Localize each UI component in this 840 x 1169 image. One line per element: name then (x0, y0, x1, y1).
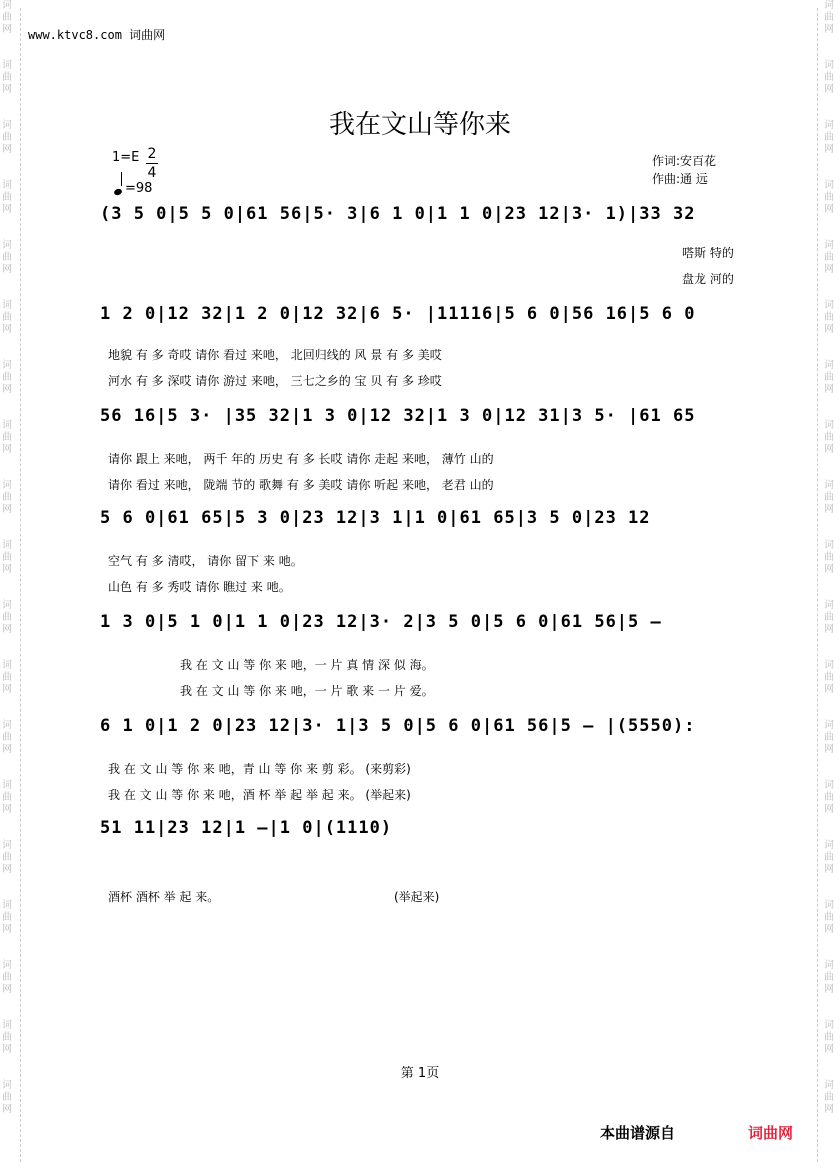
lyricist: 作词:安百花 (652, 154, 717, 168)
lyric-line: 请你 跟上 来吔， 两千 年的 历史 有 多 长哎 请你 走起 来吔， 薄竹 山的 (108, 452, 494, 466)
watermark-left (2, 0, 16, 1140)
lyric-line: 嗒斯 特的 (682, 246, 734, 260)
watermark-text: 词 曲 网 (824, 480, 834, 515)
watermark-text: 词 曲 网 (824, 240, 834, 275)
watermark-text: 词 曲 网 (2, 1080, 12, 1115)
page-number: 第 1页 (400, 1066, 440, 1081)
header-url: www.ktvc8.com 词曲网 (28, 28, 166, 42)
watermark-text: 词 曲 网 (824, 660, 834, 695)
time-numerator: 2 (147, 146, 157, 162)
watermark-text: 词 曲 网 (2, 240, 12, 275)
time-denominator: 4 (147, 165, 157, 181)
watermark-text: 词 曲 网 (2, 600, 12, 635)
watermark-text: 词 曲 网 (824, 360, 834, 395)
watermark-text: 词 曲 网 (824, 780, 834, 815)
watermark-text: 词 曲 网 (824, 960, 834, 995)
watermark-text: 词 曲 网 (824, 840, 834, 875)
score-line-5 (100, 612, 760, 646)
source-label: 本曲谱源自 (600, 1124, 676, 1142)
watermark-text: 词 曲 网 (824, 900, 834, 935)
lyric-line: 山色 有 多 秀哎 请你 瞧过 来 吔。 (108, 580, 291, 594)
watermark-text: 词 曲 网 (2, 780, 12, 815)
watermark-text: 词 曲 网 (824, 1080, 834, 1115)
score-line-4 (100, 508, 760, 542)
score-notes: 5 6 0|61 65|5 3 0|23 12|3 1|1 0|61 65|3 5 0|23 12 (100, 508, 651, 528)
watermark-text: 词 曲 网 (824, 60, 834, 95)
watermark-text: 词 曲 网 (824, 1020, 834, 1055)
lyric-line: 空气 有 多 清哎， 请你 留下 来 吔。 (108, 554, 303, 568)
watermark-text: 词 曲 网 (2, 960, 12, 995)
watermark-text: 词 曲 网 (2, 540, 12, 575)
watermark-text: 词 曲 网 (2, 0, 12, 35)
lyric-line: 我 在 文 山 等 你 来 吔，一 片 真 情 深 似 海。 (180, 658, 434, 672)
composer: 作曲:通 远 (652, 172, 708, 186)
lyric-line: 河水 有 多 深哎 请你 游过 来吔， 三七之乡的 宝 贝 有 多 珍哎 (108, 374, 442, 388)
watermark-text: 词 曲 网 (2, 180, 12, 215)
watermark-text: 词 曲 网 (2, 660, 12, 695)
watermark-text: 词 曲 网 (2, 300, 12, 335)
watermark-text: 词 曲 网 (824, 120, 834, 155)
score-notes: (3 5 0|5 5 0|61 56|5· 3|6 1 0|1 1 0|23 12|3· 1)|33 32 (100, 204, 696, 224)
watermark-right (824, 0, 838, 1140)
score-notes: 51 11|23 12|1 —|1 0|(1110) (100, 818, 393, 838)
lyric-line: (举起来) (394, 890, 440, 904)
score-notes: 56 16|5 3· |35 32|1 3 0|12 32|1 3 0|12 31|3 5· |61 65 (100, 406, 696, 426)
tempo-value: =98 (125, 181, 153, 196)
watermark-text: 词 曲 网 (824, 0, 834, 35)
time-divider (146, 163, 158, 164)
watermark-text: 词 曲 网 (824, 540, 834, 575)
lyric-line: 我 在 文 山 等 你 来 吔，青 山 等 你 来 剪 彩。 (来剪彩) (108, 762, 411, 776)
site-link[interactable]: 词曲网 (748, 1124, 794, 1142)
lyric-line: 盘龙 河的 (682, 272, 734, 286)
tempo-marking (114, 178, 152, 196)
lyric-line: 地貌 有 多 奇哎 请你 看过 来吔， 北回归线的 风 景 有 多 美哎 (108, 348, 442, 362)
watermark-text: 词 曲 网 (824, 720, 834, 755)
watermark-text: 词 曲 网 (824, 300, 834, 335)
score-line-7 (100, 818, 760, 852)
watermark-text: 词 曲 网 (2, 720, 12, 755)
key-signature: 1=E (112, 150, 140, 165)
score-line-3 (100, 406, 760, 440)
watermark-text: 词 曲 网 (2, 360, 12, 395)
watermark-text: 词 曲 网 (824, 600, 834, 635)
score-notes: 1 2 0|12 32|1 2 0|12 32|6 5· |11116|5 6 0|56 16|5 6 0 (100, 304, 696, 324)
watermark-text: 词 曲 网 (824, 420, 834, 455)
watermark-text: 词 曲 网 (824, 180, 834, 215)
lyric-line: 酒杯 酒杯 举 起 来。 (108, 890, 220, 904)
watermark-text: 词 曲 网 (2, 60, 12, 95)
watermark-text: 词 曲 网 (2, 120, 12, 155)
time-signature (146, 146, 158, 181)
watermark-text: 词 曲 网 (2, 420, 12, 455)
score-line-1 (100, 204, 760, 238)
lyric-line: 请你 看过 来吔， 陇端 节的 歌舞 有 多 美哎 请你 听起 来吔， 老君 山的 (108, 478, 494, 492)
watermark-text: 词 曲 网 (2, 480, 12, 515)
lyric-line: 我 在 文 山 等 你 来 吔，一 片 歌 来 一 片 爱。 (180, 684, 434, 698)
quarter-note-icon (113, 188, 123, 196)
score-line-6 (100, 716, 760, 750)
lyric-line: 我 在 文 山 等 你 来 吔，酒 杯 举 起 举 起 来。 (举起来) (108, 788, 411, 802)
watermark-text: 词 曲 网 (2, 900, 12, 935)
song-title: 我在文山等你来 (328, 110, 511, 140)
score-line-2 (100, 304, 760, 338)
score-notes: 1 3 0|5 1 0|1 1 0|23 12|3· 2|3 5 0|5 6 0|61 56|5 — (100, 612, 662, 632)
watermark-text: 词 曲 网 (2, 1020, 12, 1055)
score-notes: 6 1 0|1 2 0|23 12|3· 1|3 5 0|5 6 0|61 56|5 — |(5550): (100, 716, 696, 736)
watermark-text: 词 曲 网 (2, 840, 12, 875)
quarter-note-stem (121, 172, 122, 186)
